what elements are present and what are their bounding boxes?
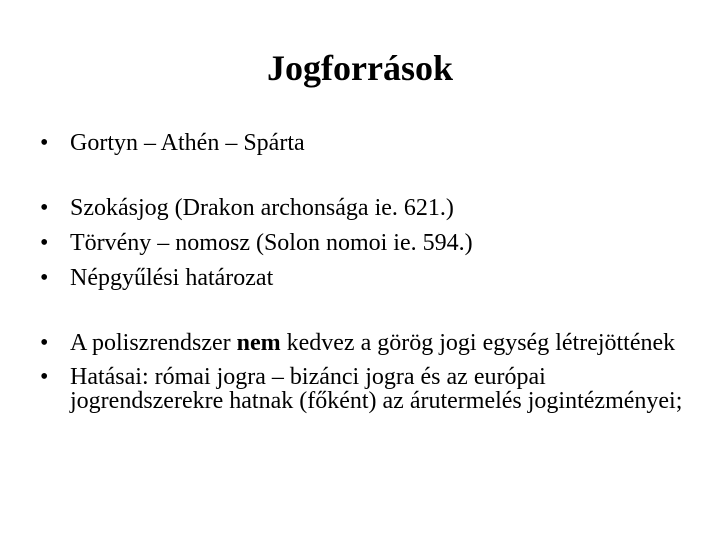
bullet-dot: • (40, 230, 49, 256)
slide-title: Jogforrások (267, 48, 453, 88)
bullet-group-cities (40, 131, 700, 166)
list-item-text-pre: A poliszrendszer (70, 330, 237, 356)
bullet-dot: • (40, 364, 49, 390)
list-item-text: Törvény – nomosz (Solon nomoi ie. 594.) (70, 230, 473, 256)
bullet-dot: • (40, 195, 49, 221)
bullet-dot: • (40, 265, 49, 291)
list-item-text: Népgyűlési határozat (70, 265, 274, 291)
list-item-text: Hatásai: római jogra – bizánci jogra és az európai jogrendszerekre hatnak (főként) az árutermelés jogintézményei; (70, 364, 683, 414)
list-item-text: Gortyn – Athén – Spárta (70, 130, 305, 156)
list-item (40, 331, 700, 355)
list-item (40, 131, 700, 155)
list-item (40, 231, 700, 255)
list-item (40, 266, 700, 290)
bullet-group-polis (40, 331, 700, 423)
list-item-text-post: kedvez a görög jogi egység létrejöttének (280, 330, 676, 356)
emphasis-text: nem (236, 330, 281, 356)
bullet-group-sources (40, 196, 700, 301)
bullet-dot: • (40, 130, 49, 156)
list-item (40, 365, 700, 413)
list-item (40, 196, 700, 220)
list-item-text: Szokásjog (Drakon archonsága ie. 621.) (70, 195, 454, 221)
bullet-dot: • (40, 330, 49, 356)
